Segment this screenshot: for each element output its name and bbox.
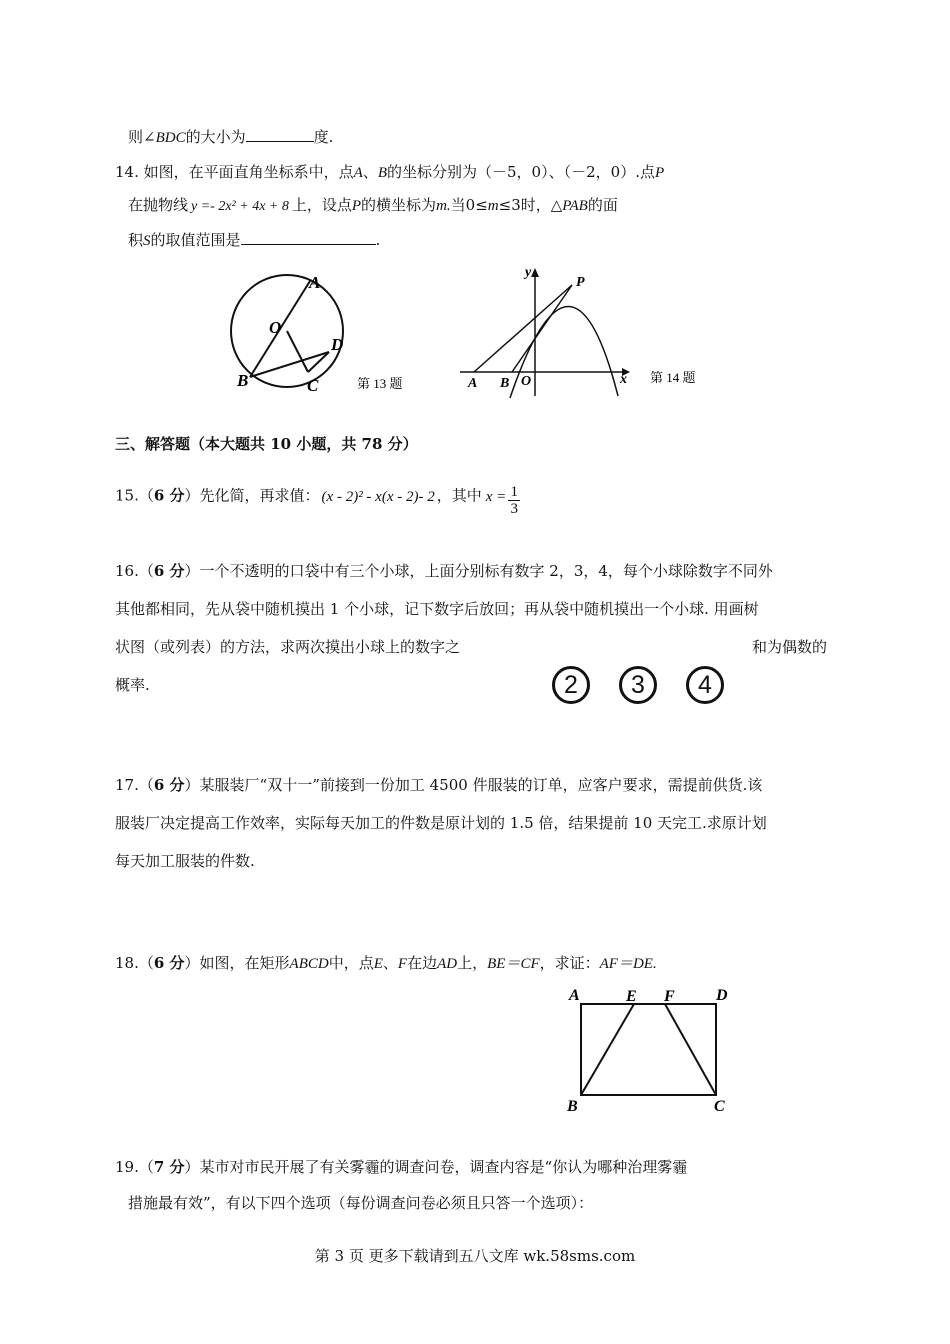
q14-text3b: 的取值范围是 [150,231,241,249]
q14-point-b: B [377,165,388,181]
rectangle-abcd [581,1004,716,1095]
q14-text1: 如图，在平面直角坐标系中，点 [143,163,354,181]
section-3-heading: 三、解答题（本大题共 10 小题，共 78 分） [115,435,418,453]
ball-3: 3 [619,666,657,704]
q13-prefix: 则∠ [128,128,156,146]
q17-score: 6 分 [153,776,185,794]
page-footer: 第 3 页 更多下载请到五八文库 wk.58sms.com [314,1247,636,1265]
figure-14-graph [460,262,710,402]
line-pa [474,285,572,372]
q16-line1 [115,561,773,581]
q17-text1: ）某服装厂“双十一”前接到一份加工 4500 件服装的订单，应客户要求，需提前供货.该 [184,776,763,794]
q16-number: 16.（ [115,562,154,580]
q14-blank[interactable] [241,229,376,245]
q14-var-m2: m [487,198,499,214]
q16-score: 6 分 [153,562,185,580]
q18-score: 6 分 [153,954,185,972]
figure-18-rectangle [562,982,742,1120]
q14-text2b: 上，设点 [291,196,352,214]
q18-rect-name: ABCD [289,956,329,972]
q16-line2: 其他都相同，先从袋中随机摸出 1 个小球，记下数字后放回；再从袋中随机摸出一个小球. 用画树 [115,600,759,618]
q18-sep: 、 [382,954,398,972]
label-c: C [307,376,319,395]
label-f: F [664,988,675,1005]
q18-af-de: AF＝DE. [599,956,657,972]
label-b-rect: B [567,1098,578,1115]
ball-4: 4 [686,666,724,704]
label-c-rect: C [714,1098,725,1115]
q17-line2: 服装厂决定提高工作效率，实际每天加工的件数是原计划的 1.5 倍，结果提前 10 天完工.求原计划 [115,814,767,832]
q14-line1 [115,162,664,183]
figure-13-caption: 第 13 题 [357,376,403,391]
q14-var-s: S [143,233,151,249]
q13-var: BDC [155,130,186,146]
q18-text-b: 中，点 [328,954,374,972]
q19-line1 [115,1157,687,1177]
label-d-rect: D [716,987,728,1004]
q18-point-e: E [373,956,383,972]
label-x: x [620,372,627,387]
label-b-graph: B [500,376,510,391]
q14-text2c: 的横坐标为 [361,196,437,214]
q13-suffix: 的大小为 [185,128,246,146]
q18-text-a: ）如图，在矩形 [184,954,290,972]
q14-triangle: PAB [562,198,588,214]
q14-number: 14. [115,163,139,181]
q18-line1 [115,953,657,974]
q15-expression: (x - 2)² - x(x - 2)- 2 [321,488,435,505]
q14-point-p2: P [351,198,362,214]
line-oc [287,331,308,372]
q13-answer-line [128,126,333,148]
q15-x-eq: x = [485,488,507,505]
q19-text1: ）某市对市民开展了有关雾霾的调查问卷，调查内容是“你认为哪种治理雾霾 [184,1158,688,1176]
q18-text-e: ，求证： [539,954,600,972]
line-pb [512,285,572,372]
q15-score: 6 分 [153,486,185,505]
q15-fraction [508,484,520,517]
label-a-rect: A [569,987,580,1004]
label-d: D [331,335,344,354]
q16-line3a: 状图（或列表）的方法，求两次摸出小球上的数字之 [115,638,461,656]
q18-side-ad: AD [437,956,458,972]
segment-be [581,1004,634,1095]
label-p: P [576,275,585,290]
q14-point-p: P [654,165,665,181]
q16-line3b: 和为偶数的 [752,638,828,656]
q17-number: 17.（ [115,776,154,794]
q15-text: ）先化简，再求值： [184,486,320,505]
label-a-graph: A [468,376,478,391]
q15-line [115,480,520,517]
q17-line1 [115,775,762,795]
q15-where: ，其中 [436,486,482,505]
q14-line2 [128,195,618,217]
label-o-graph: O [521,374,532,389]
q19-number: 19.（ [115,1158,154,1176]
label-e: E [626,988,637,1005]
q18-be-cf: BE＝CF [487,956,540,972]
q14-text2e: ≤3时，△ [498,196,563,214]
q17-line3: 每天加工服装的件数. [115,852,255,870]
q16-text1: ）一个不透明的口袋中有三个小球，上面分别标有数字 2，3，4，每个小球除数字不同外 [184,562,773,580]
q18-point-f: F [397,956,408,972]
figure-13-circle [225,265,425,400]
q14-text2f: 的面 [587,196,618,214]
q14-text3a: 积 [128,231,144,249]
ball-2: 2 [552,666,590,704]
label-y: y [525,265,532,280]
q15-denominator: 3 [510,501,519,517]
label-o: O [269,318,282,337]
q13-blank[interactable] [246,126,314,142]
q14-text1b: 的坐标分别为（－5，0）、（－2，0）.点 [387,163,655,181]
q14-equation: y =- 2x² + 4x + 8 [191,199,289,214]
y-axis-arrow [531,268,539,277]
figure-14-caption: 第 14 题 [650,370,696,385]
q14-text2d: 当0≤ [450,196,488,214]
label-a: A [309,273,321,292]
q14-point-a: A [353,165,363,181]
q15-number: 15.（ [115,486,154,505]
q19-score: 7 分 [153,1158,185,1176]
q18-text-c: 在边 [407,954,438,972]
label-b: B [237,371,249,390]
q16-line4: 概率. [115,676,150,694]
segment-cf [665,1004,716,1095]
q13-end: 度. [313,128,334,146]
q14-var-m: m. [436,198,451,214]
q14-text2a: 在抛物线 [128,196,189,214]
q14-end: . [375,231,381,249]
q14-sep: 、 [362,163,378,181]
q15-numerator: 1 [510,484,519,500]
q18-number: 18.（ [115,954,154,972]
q18-text-d: 上， [457,954,488,972]
q19-line2: 措施最有效”，有以下四个选项（每份调查问卷必须且只答一个选项）： [128,1194,594,1212]
q14-line3 [128,229,380,251]
